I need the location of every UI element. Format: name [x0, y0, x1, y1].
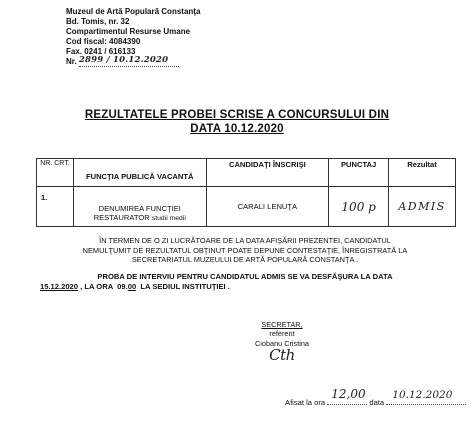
interview-hour: 09 — [117, 282, 126, 291]
posted-date-field — [386, 389, 466, 405]
notice-line1: ÎN TERMEN DE O ZI LUCRĂTOARE DE LA DATA AFIŞĂRII PREZENTEI, CANDIDATUL — [99, 236, 391, 245]
signature-name: Ciobanu Cristina — [255, 338, 309, 348]
interview-end: LA SEDIUL INSTITUŢIEI . — [140, 282, 230, 291]
signature-title: referent — [269, 329, 295, 339]
results-table — [36, 158, 456, 227]
posted-time-label: Afisat la ora — [285, 398, 326, 407]
contestation-notice — [40, 236, 450, 265]
notice-line2: NEMULŢUMIT DE REZULTATUL OBŢINUT POATE DEPUNE CONTESTAŢIE, ÎNREGISTRATĂ LA — [82, 245, 408, 255]
cell-candidate: CARALI LENUŢA — [206, 187, 329, 227]
fax-number: Fax. 0241 / 616133 — [66, 47, 136, 56]
interview-middle: , LA ORA — [80, 282, 113, 291]
function-note: studii medii — [151, 215, 186, 222]
cell-function — [73, 187, 206, 227]
posted-time: 12,00 — [331, 387, 366, 401]
header-score: PUNCTAJ — [329, 159, 389, 187]
interview-minutes: 00 — [127, 282, 137, 291]
department-name: Compartimentul Resurse Umane — [66, 27, 191, 36]
posted-time-field — [327, 387, 367, 405]
interview-notice — [40, 272, 450, 292]
function-title: RESTAURATOR — [93, 213, 150, 222]
nr-field — [78, 55, 179, 67]
header-candidates: CANDIDAŢI ÎNSCRIŞI — [206, 159, 329, 187]
document-title-line2: DATA 10.12.2020 — [190, 123, 284, 135]
function-line2 — [77, 213, 203, 223]
signature-scribble: Cth — [269, 346, 295, 365]
posted-date-label: data — [369, 398, 385, 407]
cell-result: ADMIS — [389, 187, 456, 227]
interview-date: 15.12.2020 — [40, 282, 79, 291]
function-line1: DENUMIREA FUNCŢIEI — [98, 204, 181, 213]
posted-info — [285, 387, 466, 407]
interview-line1: PROBA DE INTERVIU PENTRU CANDIDATUL ADMIS SE VA DESFĂŞURA LA DATA — [97, 272, 393, 281]
cell-nr: 1. — [37, 187, 74, 227]
institution-name: Muzeul de Artă Populară Constanţa — [66, 7, 201, 16]
document-title-line1: REZULTATELE PROBEI SCRISE A CONCURSULUI DIN — [84, 109, 390, 121]
institution-header — [66, 7, 200, 67]
table-header-row — [37, 159, 456, 187]
signature-block — [232, 320, 332, 365]
posted-date: 10.12.2020 — [392, 389, 453, 401]
interview-line2: 15.12.2020 , LA ORA 09.00 LA SEDIUL INSTITUŢIEI . — [40, 282, 230, 291]
header-nr: NR. CRT. — [37, 159, 74, 187]
table-row — [37, 187, 456, 227]
nr-label: Nr. — [66, 57, 77, 66]
header-result: Rezultat — [389, 159, 456, 187]
signature-role: SECRETAR, — [261, 320, 303, 329]
fiscal-code: Cod fiscal: 4084390 — [66, 37, 141, 46]
notice-line3: SECRETARIATUL MUZEULUI DE ARTĂ POPULARĂ CONSTANŢA . — [131, 255, 359, 265]
institution-address: Bd. Tomis, nr. 32 — [66, 17, 130, 26]
nr-handwritten: 2899 / 10.12.2020 — [78, 55, 169, 65]
header-function: FUNCŢIA PUBLICĂ VACANTĂ — [73, 159, 206, 187]
cell-score: 100 p — [329, 187, 389, 227]
registration-number — [66, 57, 200, 67]
